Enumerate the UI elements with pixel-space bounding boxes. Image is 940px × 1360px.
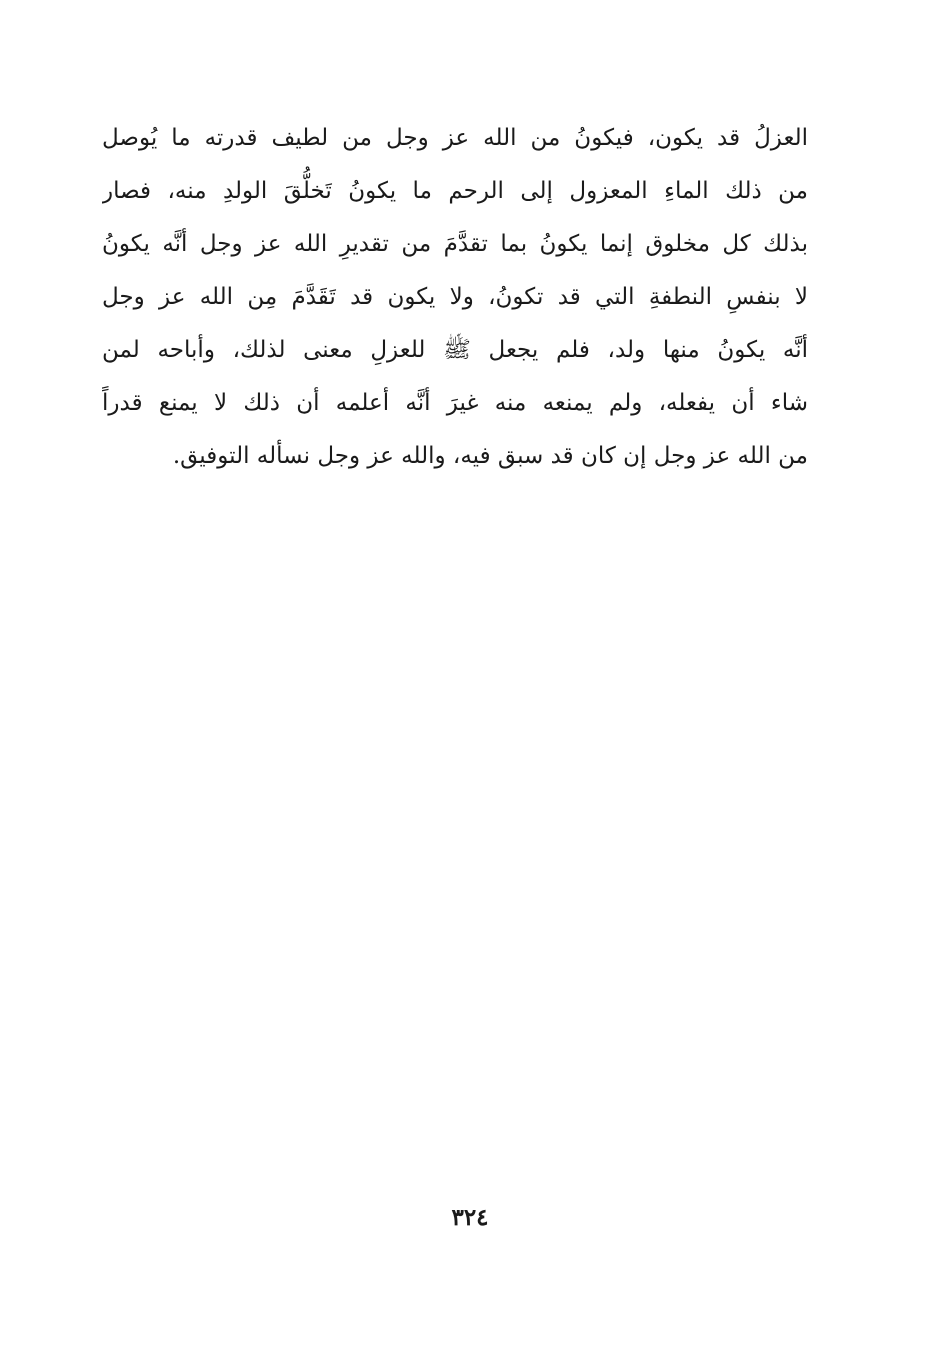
paragraph-line: أنَّه يكونُ منها ولد، فلم يجعل ﷺ للعزلِ معنى لذلك، وأباحه لمن (102, 337, 808, 363)
paragraph-line: من ذلك الماءِ المعزول إلى الرحم ما يكونُ تَخلُّقَ الولدِ منه، فصار (102, 178, 808, 204)
paragraph-line: من الله عز وجل إن كان قد سبق فيه، والله عز وجل نسأله التوفيق. (172, 443, 808, 469)
page-number: ٣٢٤ (451, 1204, 489, 1231)
paragraph-line: شاء أن يفعله، ولم يمنعه منه غيرَ أنَّه أعلمه أن ذلك لا يمنع قدراً (102, 390, 808, 416)
body-paragraph (102, 112, 808, 483)
paragraph-line: لا بنفسِ النطفةِ التي قد تكونُ، ولا يكون قد تَقَدَّمَ مِن الله عز وجل (102, 284, 808, 310)
paragraph-line: بذلك كل مخلوق إنما يكونُ بما تقدَّمَ من تقديرِ الله عز وجل أنَّه يكونُ (102, 231, 808, 257)
paragraph-line: العزلُ قد يكون، فيكونُ من الله عز وجل من لطيف قدرته ما يُوصل (102, 125, 808, 151)
